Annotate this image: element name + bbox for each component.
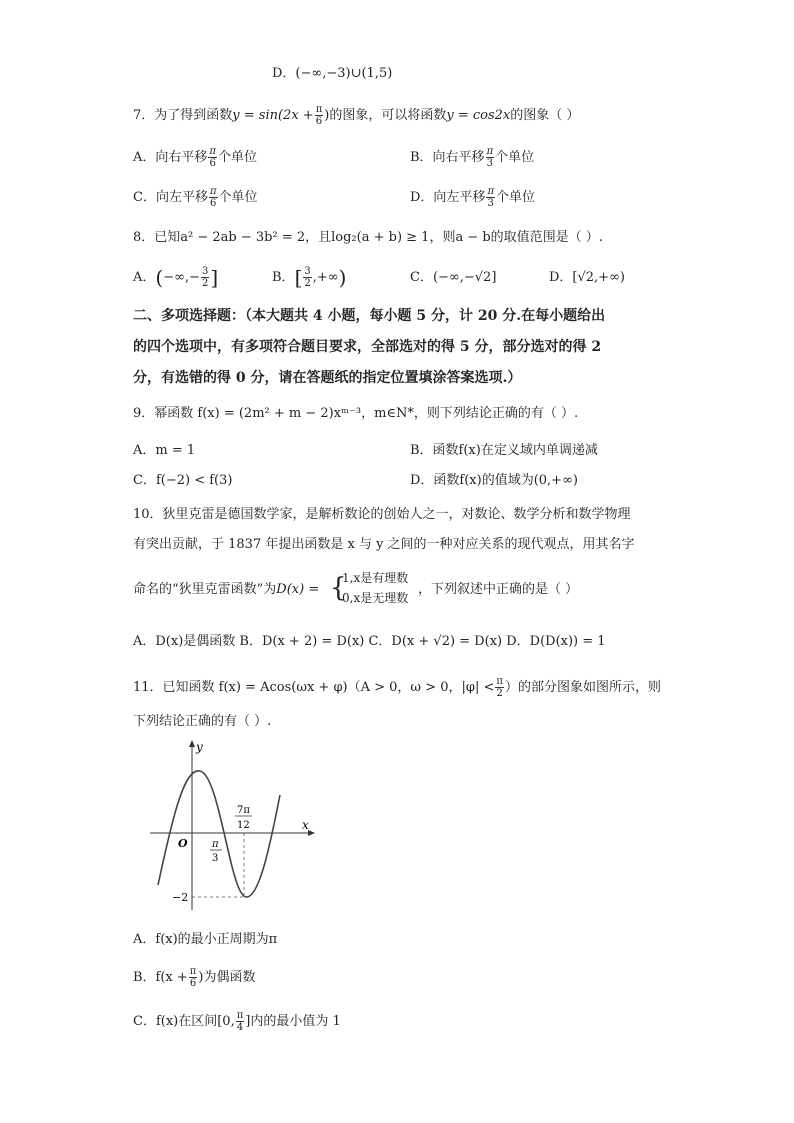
q11-b-pre: B．f(x + xyxy=(133,970,188,985)
q7-func1-end: )的图象，可以将函数 xyxy=(324,108,447,123)
x-axis-label: x xyxy=(302,818,309,832)
q9-stem: 9．幂函数 f(x) = (2m² + m − 2)xᵐ⁻³，m∈N*，则下列结论正确的有（ ）. xyxy=(133,406,579,421)
q8-b-lbracket: [ xyxy=(294,265,303,290)
q7-b-unit: 个单位 xyxy=(495,150,535,165)
q8-option-a xyxy=(133,266,218,289)
q8-option-c: C．(−∞,−√2] xyxy=(410,270,497,285)
q11-c-den: 4 xyxy=(236,1022,244,1033)
q8-b-den: 2 xyxy=(304,278,311,289)
q8-option-b xyxy=(272,266,346,289)
q11-c-num: π xyxy=(236,1010,244,1021)
q7-b-num: π xyxy=(486,146,494,157)
q11-c-pre: C．f(x)在区间[0, xyxy=(133,1014,235,1029)
q7-a-frac xyxy=(208,146,217,169)
q7-a-den: 6 xyxy=(209,158,216,169)
q10-line3-a: 命名的“狄里克雷函数”为 xyxy=(133,582,277,597)
q7-stem xyxy=(133,104,579,127)
q7-stem-text-b: 的图象（ ） xyxy=(510,108,580,123)
tick-3: 3 xyxy=(212,853,219,864)
q8-a-num: 3 xyxy=(201,266,209,277)
q7-option-c-text: C．向左平移 xyxy=(133,190,208,205)
q7-stem-text-a: 7．为了得到函数 xyxy=(133,108,233,123)
q7-b-frac xyxy=(486,146,495,169)
q7-option-a xyxy=(133,146,257,169)
q7-a-num: π xyxy=(209,146,216,157)
section2-line3: 分，有选错的得 0 分，请在答题纸的指定位置填涂答案选项.） xyxy=(133,370,522,386)
q8-b-label: B． xyxy=(272,270,295,285)
q7-b-den: 3 xyxy=(486,158,494,169)
q7-c-den: 6 xyxy=(210,198,217,209)
x-axis-arrow xyxy=(308,830,315,836)
q11-stem-b: ）的部分图象如图所示，则 xyxy=(504,680,661,695)
q11-option-b xyxy=(133,966,255,989)
q8-b-num: 3 xyxy=(304,266,311,277)
q7-c-frac xyxy=(209,186,218,209)
q10-case1: 1,x是有理数 xyxy=(342,571,409,585)
q11-frac-den: 2 xyxy=(496,688,503,699)
q10-line3 xyxy=(133,580,319,600)
q7-d-frac xyxy=(486,186,495,209)
q8-a-frac xyxy=(201,266,209,289)
tick-pi: π xyxy=(212,839,219,850)
q10-case2: 0,x是无理数 xyxy=(342,591,409,605)
tick-7pi: 7π xyxy=(237,805,250,816)
q10-line1: 10．狄里克雷是德国数学家，是解析数论的创始人之一，对数论、数学分析和数学物理 xyxy=(133,507,631,522)
q11-b-den: 6 xyxy=(189,978,197,989)
q8-b-rparen: ) xyxy=(338,265,347,290)
q9-option-c: C．f(−2) < f(3) xyxy=(133,473,233,488)
q10-options: A．D(x)是偶函数 B．D(x + 2) = D(x) C．D(x + √2) = D(x) D．D(D(x)) = 1 xyxy=(133,634,606,649)
q11-c-post: ]内的最小值为 1 xyxy=(245,1014,341,1029)
q8-a-den: 2 xyxy=(201,278,209,289)
y-axis-arrow xyxy=(189,740,195,747)
q7-func2: y = cos2x xyxy=(446,108,511,123)
q11-frac-num: π xyxy=(496,676,503,687)
q7-a-unit: 个单位 xyxy=(217,150,257,165)
q8-a-label: A． xyxy=(133,270,156,285)
q9-option-b: B．函数f(x)在定义域内单调递减 xyxy=(410,443,598,458)
q7-option-b-text: B．向右平移 xyxy=(410,150,485,165)
q7-option-c xyxy=(133,186,258,209)
tick-neg2: −2 xyxy=(172,891,189,904)
q7-option-d-text: D．向左平移 xyxy=(410,190,486,205)
q10-line2: 有突出贡献，于 1837 年提出函数是 x 与 y 之间的一种对应关系的现代观点，用其名字 xyxy=(133,537,635,552)
q8-option-d: D．[√2,+∞) xyxy=(549,270,625,285)
q10-line3-b: ，下列叙述中正确的是（ ） xyxy=(418,582,579,597)
y-axis-label: y xyxy=(196,740,203,754)
q11-b-num: π xyxy=(189,966,197,977)
origin-label: O xyxy=(178,837,188,850)
q11-b-post: )为偶函数 xyxy=(198,970,256,985)
q7-frac-num: π xyxy=(315,104,323,115)
q7-option-b xyxy=(410,146,534,169)
q7-frac-pi6 xyxy=(315,104,324,127)
q7-option-d xyxy=(410,186,535,209)
q10-func: D(x) = xyxy=(276,582,320,597)
q11-stem xyxy=(133,676,661,699)
q8-stem: 8．已知a² − 2ab − 3b² = 2，且log₂(a + b) ≥ 1，则a − b的取值范围是（ ）. xyxy=(133,230,603,245)
q11-option-c xyxy=(133,1010,341,1033)
q11-frac xyxy=(495,676,504,699)
q11-line2: 下列结论正确的有（ ）. xyxy=(133,714,272,729)
q11-c-frac xyxy=(236,1010,245,1033)
q7-d-num: π xyxy=(487,186,495,197)
q8-a-val: −∞,− xyxy=(163,270,200,285)
q9-option-a: A．m = 1 xyxy=(133,443,196,458)
q7-d-unit: 个单位 xyxy=(496,190,536,205)
q9-option-d: D．函数f(x)的值域为(0,+∞) xyxy=(410,473,578,488)
q7-func1: y = sin(2x + xyxy=(232,108,314,123)
tick-12: 12 xyxy=(237,820,250,831)
q7-frac-den: 6 xyxy=(315,116,323,127)
q8-a-lparen: ( xyxy=(155,265,164,290)
q7-d-den: 3 xyxy=(487,198,494,209)
q7-c-num: π xyxy=(209,186,217,197)
q8-b-val: ,+∞ xyxy=(312,270,339,285)
cosine-curve xyxy=(158,771,280,897)
q6-option-d: D．(−∞,−3)∪(1,5) xyxy=(272,66,393,81)
q10-brace: { xyxy=(330,573,347,603)
q7-option-a-text: A．向右平移 xyxy=(133,150,208,165)
section2-line1: 二、多项选择题：（本大题共 4 小题，每小题 5 分，计 20 分.在每小题给出 xyxy=(133,308,606,324)
q11-option-a: A．f(x)的最小正周期为π xyxy=(133,932,278,947)
q7-c-unit: 个单位 xyxy=(218,190,258,205)
q11-b-frac xyxy=(189,966,198,989)
section2-line2: 的四个选项中，有多项符合题目要求，全部选对的得 5 分，部分选对的得 2 xyxy=(133,339,602,355)
q8-a-rbracket: ] xyxy=(210,265,219,290)
q11-stem-a: 11．已知函数 f(x) = Acos(ωx + φ)（A > 0，ω > 0，|φ| < xyxy=(133,680,495,695)
q11-graph xyxy=(150,735,320,915)
q8-b-frac xyxy=(303,266,311,289)
